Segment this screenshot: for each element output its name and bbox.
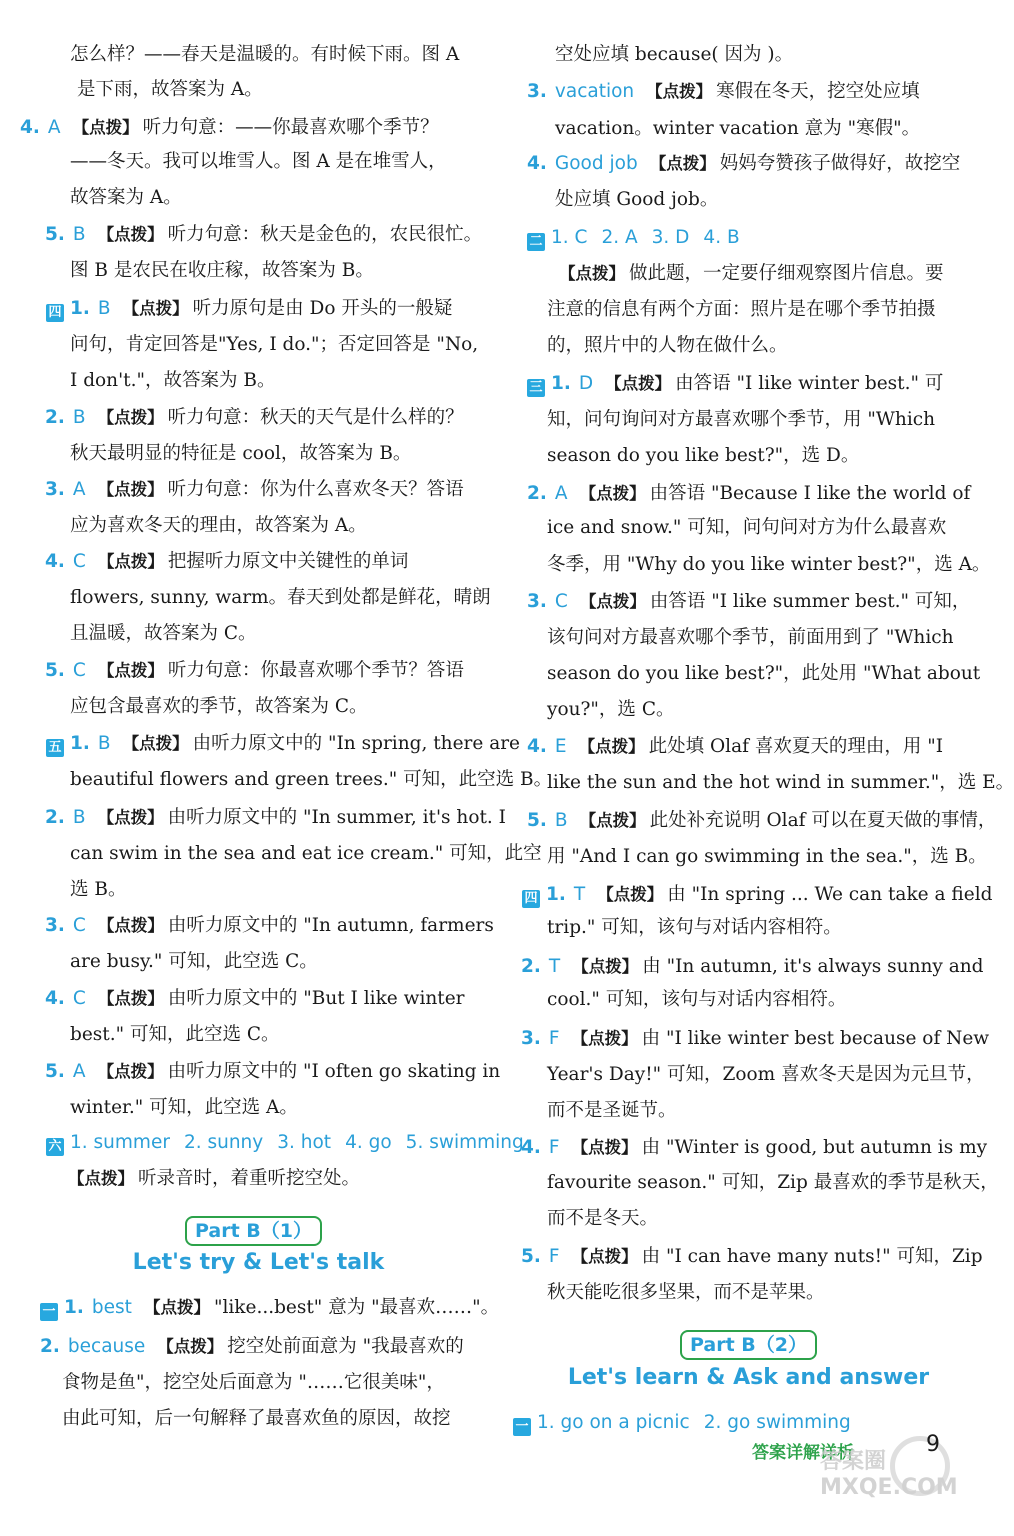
answer-line [547, 262, 944, 286]
answer-value: D [578, 373, 594, 394]
explanation-text: vacation。winter vacation 意为 "寒假"。 [555, 118, 921, 139]
answer-line [46, 297, 452, 322]
hint-tag: 【点拨】 [97, 408, 164, 427]
answer-value: F [548, 1028, 560, 1049]
answer-line [70, 950, 318, 974]
explanation-text: 听力句意：——你最喜欢哪个季节？ [142, 117, 439, 138]
answer-line [45, 806, 506, 830]
section-marker-icon: 二 [527, 233, 545, 251]
question-number: 5. [45, 660, 65, 681]
hint-tag: 【点拨】 [97, 661, 164, 680]
answer-line [46, 732, 520, 757]
part-label-container [495, 1330, 1002, 1360]
part-label-container [0, 1216, 507, 1246]
explanation-text: 该句问对方最喜欢哪个季节，前面用到了 "Which [547, 627, 954, 648]
answer-value: E [554, 736, 567, 757]
answer-line [62, 1407, 451, 1431]
hint-tag: 【点拨】 [143, 1298, 210, 1317]
question-number: 1. [70, 733, 90, 754]
explanation-text: 由答语 "Because I like the world of [649, 483, 971, 504]
explanation-text: 且温暖，故答案为 C。 [70, 623, 257, 644]
hint-tag: 【点拨】 [97, 552, 164, 571]
answer-line [527, 372, 943, 397]
question-number: 1. [70, 298, 90, 319]
hint-tag: 【点拨】 [649, 154, 716, 173]
watermark: 答案圈 MXQE.COM [820, 1449, 958, 1500]
question-number: 2. [527, 483, 547, 504]
question-number: 5. [527, 810, 547, 831]
part-label: Part B（2） [680, 1330, 817, 1360]
hint-tag: 【点拨】 [572, 957, 639, 976]
answer-line [521, 1027, 989, 1051]
explanation-text: ice and snow." 可知，问句问对方为什么最喜欢 [547, 517, 947, 538]
explanation-text: 问句，肯定回答是"Yes, I do."；否定回答是 "No, [70, 334, 479, 355]
answer-value: A [554, 483, 568, 504]
answer-line [555, 43, 793, 67]
answer-value: A [72, 1061, 86, 1082]
answer-line [45, 914, 494, 938]
answer-line [70, 259, 374, 283]
explanation-text: 选 B。 [70, 879, 127, 900]
answer-value: B [97, 733, 111, 754]
explanation-text: 由 "In autumn, it's always sunny and [642, 956, 984, 977]
explanation-text: I don't."，故答案为 B。 [70, 370, 276, 391]
answer-value: T [548, 956, 561, 977]
hint-tag: 【点拨】 [605, 374, 672, 393]
answer-value: 4. go [345, 1132, 392, 1153]
hint-tag: 【点拨】 [571, 1029, 638, 1048]
answer-line [70, 442, 411, 466]
answer-line [56, 1167, 360, 1191]
question-number: 3. [45, 915, 65, 936]
explanation-text: 食物是鱼"，挖空处后面意为 "……它很美味"， [62, 1372, 445, 1393]
explanation-text: like the sun and the hot wind in summer."，选 E。 [547, 772, 1014, 793]
answer-line [547, 845, 987, 869]
answer-line [70, 514, 367, 538]
explanation-text: season do you like best?"，选 D。 [547, 445, 860, 466]
hint-tag: 【点拨】 [597, 885, 664, 904]
answer-line [70, 622, 257, 646]
answer-value: 2. A [601, 227, 638, 248]
question-number: 2. [40, 1336, 60, 1357]
answer-line [527, 590, 970, 614]
explanation-text: 听力句意：你最喜欢哪个季节？答语 [167, 660, 464, 681]
answer-line [70, 586, 491, 610]
answer-line [527, 482, 970, 506]
explanation-text: 由听力原文中的 "I often go skating in [167, 1061, 501, 1082]
question-number: 3. [521, 1028, 541, 1049]
answer-value: because [67, 1336, 146, 1357]
explanation-text: 应包含最喜欢的季节，故答案为 C。 [70, 696, 368, 717]
answer-line [527, 152, 960, 176]
question-number: 5. [521, 1246, 541, 1267]
explanation-text: flowers, sunny, warm。春天到处都是鲜花，晴朗 [70, 587, 491, 608]
answer-line [547, 1281, 825, 1305]
hint-tag: 【点拨】 [97, 225, 164, 244]
answer-line [547, 516, 946, 540]
explanation-text: 由听力原文中的 "In spring, there are [192, 733, 521, 754]
answer-value: 1. C [551, 227, 588, 248]
explanation-text: 由听力原文中的 "In summer, it's hot. I [167, 807, 506, 828]
explanation-text: 此处填 Olaf 喜欢夏天的理由，用 "I [648, 736, 944, 757]
question-number: 4. [20, 117, 40, 138]
answer-line [70, 186, 182, 210]
explanation-text: 是下雨，故答案为 A。 [77, 79, 263, 100]
explanation-text: you?"，选 C。 [547, 699, 675, 720]
hint-tag: 【点拨】 [559, 264, 625, 283]
answer-value: F [548, 1246, 560, 1267]
section-marker-icon: 一 [513, 1418, 531, 1436]
answer-list [70, 1132, 538, 1153]
explanation-text: 听力句意：秋天的天气是什么样的？ [167, 407, 464, 428]
answer-value: 1. summer [70, 1132, 170, 1153]
answer-line [45, 406, 464, 430]
answer-line [547, 626, 954, 650]
question-number: 1. [64, 1297, 84, 1318]
explanation-text: 由此可知，后一句解释了最喜欢鱼的原因，故挖 [62, 1408, 451, 1429]
answer-value: C [72, 915, 86, 936]
explanation-text: Year's Day!" 可知，Zoom 喜欢冬天是因为元旦节， [547, 1064, 985, 1085]
answer-value: 1. go on a picnic [537, 1412, 690, 1433]
explanation-text: 由 "Winter is good, but autumn is my [641, 1137, 988, 1158]
explanation-text: 寒假在冬天，挖空处应填 [716, 81, 920, 102]
section-marker-icon: 一 [40, 1303, 58, 1321]
answer-line [522, 883, 992, 908]
answer-line [45, 1060, 500, 1084]
hint-tag: 【点拨】 [122, 734, 189, 753]
explanation-text: 听录音时，着重听挖空处。 [138, 1168, 361, 1189]
explanation-text: 由答语 "I like summer best." 可知， [649, 591, 971, 612]
answer-line [547, 408, 935, 432]
hint-tag: 【点拨】 [97, 989, 164, 1008]
explanation-text: beautiful flowers and green trees." 可知，此空选 B。 [70, 769, 553, 790]
hint-tag: 【点拨】 [68, 1169, 134, 1188]
answer-line [45, 478, 464, 502]
question-number: 2. [521, 956, 541, 977]
answer-line [547, 771, 1014, 795]
answer-line [70, 1096, 298, 1120]
explanation-text: 由 "I like winter best because of New [641, 1028, 990, 1049]
part-label: Part B（1） [185, 1216, 322, 1246]
explanation-text: best." 可知，此空选 C。 [70, 1024, 280, 1045]
explanation-text: 注意的信息有两个方面：照片是在哪个季节拍摄 [547, 299, 936, 320]
answer-line [547, 662, 980, 686]
answer-line [521, 1245, 983, 1269]
explanation-text: 挖空处前面意为 "我最喜欢的 [227, 1336, 464, 1357]
answer-line [555, 117, 920, 141]
explanation-text: 由听力原文中的 "In autumn, farmers [167, 915, 494, 936]
answer-line [547, 1171, 999, 1195]
answer-value: T [573, 884, 586, 905]
answer-line [70, 150, 447, 174]
question-number: 5. [45, 224, 65, 245]
question-number: 2. [45, 407, 65, 428]
answer-value: 5. swimming [405, 1132, 524, 1153]
explanation-text: 冬季，用 "Why do you like winter best?"，选 A。 [547, 554, 991, 575]
explanation-text: trip." 可知，该句与对话内容相符。 [547, 917, 842, 938]
section-marker-icon: 四 [46, 304, 64, 322]
answer-value: A [72, 479, 86, 500]
explanation-text: 空处应填 because( 因为 )。 [555, 44, 794, 65]
answer-line [45, 987, 465, 1011]
answer-line [547, 334, 788, 358]
answer-line [46, 1131, 538, 1156]
part-title: Let's learn & Ask and answer [567, 1365, 930, 1390]
explanation-text: 由 "I can have many nuts!" 可知，Zip [641, 1246, 983, 1267]
answer-line [70, 369, 275, 393]
answer-line [547, 698, 674, 722]
question-number: 1. [551, 373, 571, 394]
explanation-text: 而不是圣诞节。 [547, 1100, 677, 1121]
section-marker-icon: 三 [527, 379, 545, 397]
answer-value: A [47, 117, 61, 138]
explanation-text: 做此题，一定要仔细观察图片信息。要 [629, 263, 944, 284]
answer-value: vacation [554, 81, 635, 102]
section-marker-icon: 五 [46, 739, 64, 757]
hint-tag: 【点拨】 [122, 299, 189, 318]
answer-line [70, 768, 552, 792]
hint-tag: 【点拨】 [578, 737, 645, 756]
answer-line [70, 333, 478, 357]
answer-line [45, 659, 464, 683]
answer-line [62, 1371, 445, 1395]
explanation-text: 秋天最明显的特征是 cool，故答案为 B。 [70, 443, 412, 464]
explanation-text: 知，问句询问对方最喜欢哪个季节，用 "Which [547, 409, 936, 430]
answer-value: 2. go swimming [703, 1412, 851, 1433]
explanation-text: 由听力原文中的 "But I like winter [167, 988, 465, 1009]
explanation-text: 应为喜欢冬天的理由，故答案为 A。 [70, 515, 367, 536]
explanation-text: 此处补充说明 Olaf 可以在夏天做的事情， [649, 810, 997, 831]
question-number: 4. [527, 153, 547, 174]
answer-line [521, 955, 984, 979]
explanation-text: cool." 可知，该句与对话内容相符。 [547, 989, 847, 1010]
watermark-logo-icon [890, 1436, 950, 1496]
explanation-text: 听力句意：秋天是金色的，农民很忙。 [167, 224, 483, 245]
explanation-text: "like...best" 意为 "最喜欢……"。 [213, 1297, 500, 1318]
answer-line [20, 116, 439, 140]
answer-line [70, 842, 542, 866]
explanation-text: 而不是冬天。 [547, 1208, 659, 1229]
answer-line [547, 1207, 658, 1231]
explanation-text: 秋天能吃很多坚果，而不是苹果。 [547, 1282, 825, 1303]
question-number: 3. [527, 591, 547, 612]
answer-line [40, 1296, 499, 1321]
answer-line [547, 553, 990, 577]
answer-line [527, 226, 754, 251]
answer-value: 2. sunny [183, 1132, 264, 1153]
answer-value: 3. D [651, 227, 690, 248]
answer-line [70, 43, 459, 67]
explanation-text: 处应填 Good job。 [555, 189, 719, 210]
answer-value: best [91, 1297, 132, 1318]
hint-tag: 【点拨】 [579, 592, 646, 611]
answer-line [70, 1023, 280, 1047]
answer-line [45, 223, 482, 247]
question-number: 1. [546, 884, 566, 905]
answer-value: B [554, 810, 568, 831]
hint-tag: 【点拨】 [646, 82, 713, 101]
section-marker-icon: 六 [46, 1138, 64, 1156]
answer-value: B [72, 407, 86, 428]
answer-line [547, 1099, 677, 1123]
answer-line [555, 188, 718, 212]
hint-tag: 【点拨】 [72, 118, 139, 137]
answer-line [547, 298, 936, 322]
hint-tag: 【点拨】 [97, 480, 164, 499]
hint-tag: 【点拨】 [579, 811, 646, 830]
answer-line [547, 1063, 985, 1087]
hint-tag: 【点拨】 [97, 808, 164, 827]
answer-list [551, 227, 754, 248]
explanation-text: favourite season." 可知，Zip 最喜欢的季节是秋天， [547, 1172, 999, 1193]
answer-line [70, 878, 126, 902]
answer-value: C [554, 591, 568, 612]
answer-line [77, 78, 263, 102]
answer-value: C [72, 551, 86, 572]
answer-line [40, 1335, 464, 1359]
hint-tag: 【点拨】 [579, 484, 646, 503]
hint-tag: 【点拨】 [157, 1337, 224, 1356]
explanation-text: season do you like best?"，此处用 "What about [547, 663, 981, 684]
hint-tag: 【点拨】 [571, 1247, 638, 1266]
question-number: 4. [521, 1137, 541, 1158]
answer-line [521, 1136, 987, 1160]
answer-line [527, 80, 920, 104]
explanation-text: 由 "In spring ... We can take a field [667, 884, 993, 905]
question-number: 3. [527, 81, 547, 102]
explanation-text: are busy." 可知，此空选 C。 [70, 951, 318, 972]
answer-line [70, 695, 368, 719]
explanation-text: can swim in the sea and eat ice cream." 可知，此空 [70, 843, 542, 864]
explanation-text: 用 "And I can go swimming in the sea."，选 B。 [547, 846, 987, 867]
answer-line [547, 444, 859, 468]
answer-value: 4. B [703, 227, 740, 248]
answer-value: B [97, 298, 111, 319]
question-number: 4. [45, 988, 65, 1009]
hint-tag: 【点拨】 [97, 916, 164, 935]
answer-value: Good job [554, 153, 638, 174]
explanation-text: 把握听力原文中关键性的单词 [167, 551, 409, 572]
question-number: 3. [45, 479, 65, 500]
answer-value: 3. hot [277, 1132, 332, 1153]
answer-value: B [72, 807, 86, 828]
hint-tag: 【点拨】 [571, 1138, 638, 1157]
explanation-text: 听力原句是由 Do 开头的一般疑 [192, 298, 453, 319]
explanation-text: 图 B 是农民在收庄稼，故答案为 B。 [70, 260, 374, 281]
answer-line [527, 809, 996, 833]
answer-list [537, 1412, 865, 1433]
explanation-text: winter." 可知，此空选 A。 [70, 1097, 298, 1118]
explanation-text: 故答案为 A。 [70, 187, 182, 208]
answer-line [513, 1411, 865, 1436]
explanation-text: 妈妈夸赞孩子做得好，故挖空 [719, 153, 961, 174]
question-number: 4. [45, 551, 65, 572]
question-number: 5. [45, 1061, 65, 1082]
answer-value: F [548, 1137, 560, 1158]
answer-line [527, 735, 943, 759]
answer-value: C [72, 988, 86, 1009]
answer-value: C [72, 660, 86, 681]
question-number: 2. [45, 807, 65, 828]
answer-value: B [72, 224, 86, 245]
explanation-text: 的，照片中的人物在做什么。 [547, 335, 788, 356]
section-marker-icon: 四 [522, 890, 540, 908]
page-number: 9 [926, 1432, 940, 1457]
part-title: Let's try & Let's talk [132, 1250, 385, 1275]
explanation-text: 怎么样？——春天是温暖的。有时候下雨。图 A [70, 44, 460, 65]
question-number: 4. [527, 736, 547, 757]
answer-line [547, 988, 846, 1012]
explanation-text: ——冬天。我可以堆雪人。图 A 是在堆雪人， [70, 151, 447, 172]
explanation-text: 听力句意：你为什么喜欢冬天？答语 [167, 479, 464, 500]
answer-line [45, 550, 408, 574]
footer-brand: 答案详解详析 [752, 1443, 854, 1463]
hint-tag: 【点拨】 [97, 1062, 164, 1081]
answer-line [547, 916, 842, 940]
explanation-text: 由答语 "I like winter best." 可 [675, 373, 944, 394]
